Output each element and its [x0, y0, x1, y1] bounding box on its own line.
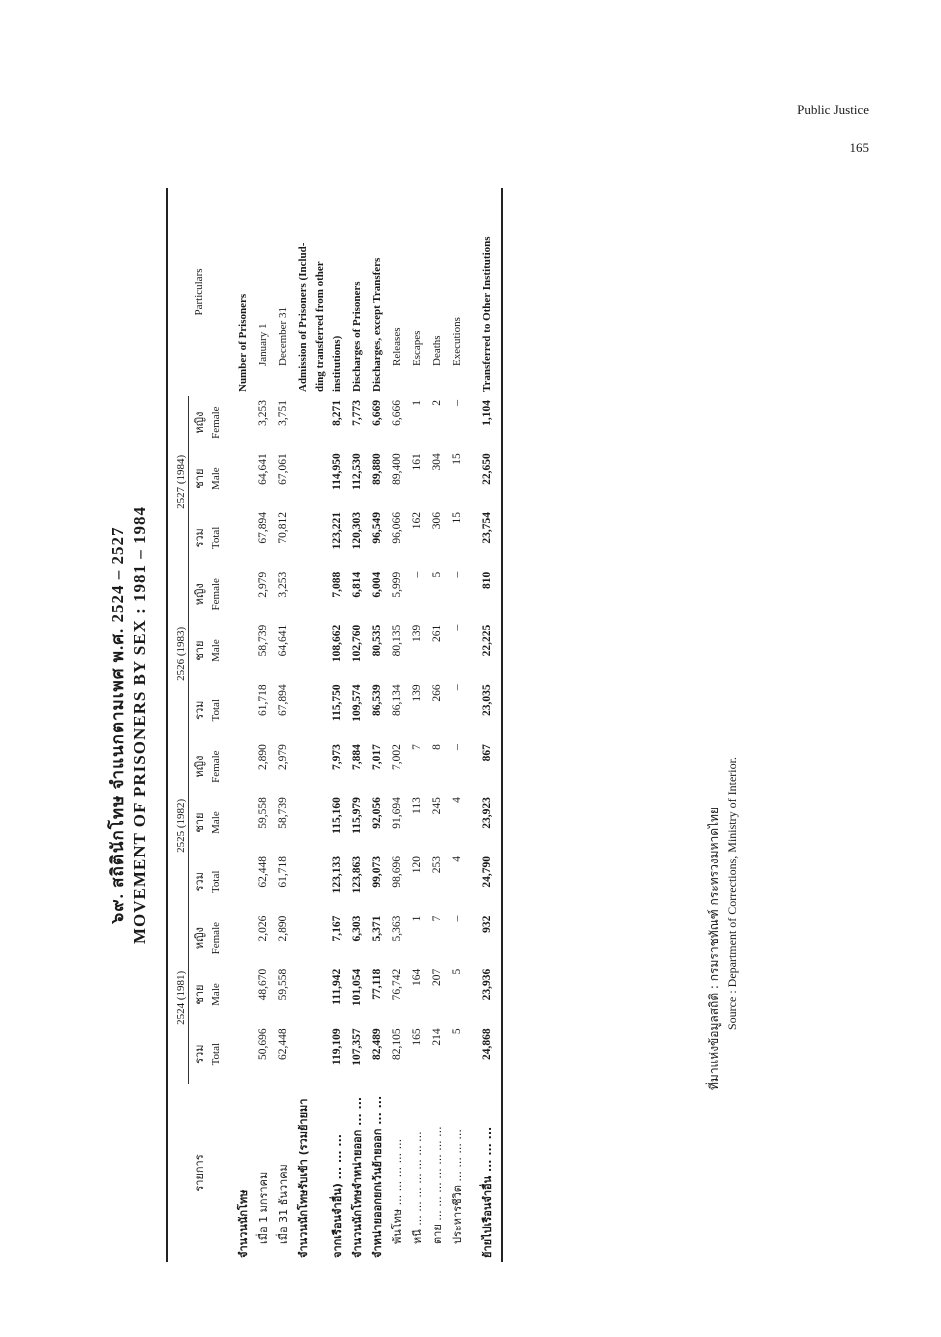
value-cell: – — [451, 571, 463, 578]
value-cell — [233, 680, 253, 740]
sub-header-english: Female — [210, 921, 222, 955]
value-cell: 7,973 — [331, 744, 343, 770]
value-cell: 2,979 — [257, 571, 269, 598]
value-cell — [293, 508, 313, 568]
value-cell: 5 — [451, 1028, 463, 1035]
sub-header-thai: หญิง — [193, 755, 206, 778]
value-cell: 24,790 — [481, 855, 493, 888]
value-cell: – — [451, 400, 463, 406]
row-label-english: Discharges of Prisoners — [351, 281, 363, 392]
table-row — [367, 188, 387, 1262]
table-row — [253, 188, 273, 1262]
row-label-thai: จำนวนนักโทษ — [237, 1189, 250, 1258]
row-label-english: Number of Prisoners — [237, 293, 249, 392]
value-cell: 261 — [431, 624, 443, 643]
running-header: Public Justice — [797, 102, 869, 117]
value-cell: 89,880 — [371, 453, 383, 485]
value-cell: – — [451, 915, 463, 922]
value-cell: 214 — [431, 1028, 443, 1046]
value-cell — [313, 396, 327, 449]
value-cell: 810 — [481, 571, 493, 589]
value-cell: 123,133 — [331, 855, 343, 894]
value-cell: 6,814 — [351, 571, 363, 598]
value-cell: 113 — [411, 797, 423, 814]
value-cell: 6,669 — [371, 400, 383, 426]
value-cell: 102,760 — [351, 624, 363, 663]
value-cell: 15 — [451, 453, 463, 465]
value-cell: 50,696 — [257, 1028, 269, 1060]
value-cell: 2,890 — [257, 744, 269, 770]
value-cell: 59,558 — [277, 968, 289, 1001]
value-cell — [233, 396, 253, 449]
value-cell: 80,535 — [371, 624, 383, 657]
value-cell — [313, 568, 327, 621]
value-cell: 2,026 — [257, 915, 269, 942]
value-cell: 2 — [431, 400, 443, 406]
value-cell: 115,160 — [331, 797, 343, 834]
table-row — [233, 188, 253, 1262]
value-cell: 58,739 — [277, 797, 289, 829]
value-cell — [233, 965, 253, 1025]
rotated-table-frame — [100, 180, 760, 1270]
value-cell: 4 — [451, 855, 463, 862]
sub-header-thai: รวม — [193, 700, 206, 720]
row-label-thai: จำหน่ายออกยกเว้นย้ายออก ... ... — [371, 1095, 384, 1258]
table-row — [447, 188, 467, 1262]
value-cell: 1 — [411, 400, 423, 406]
sub-header-english: Total — [210, 1042, 222, 1066]
value-cell — [293, 680, 313, 740]
value-cell — [293, 621, 313, 681]
value-cell — [233, 912, 253, 965]
value-cell: 82,105 — [391, 1028, 403, 1060]
value-cell: 67,894 — [257, 512, 269, 544]
value-cell — [313, 680, 327, 740]
value-cell: 120,303 — [351, 512, 363, 550]
row-label-thai: เมื่อ 31 ธันวาคม — [277, 1164, 290, 1244]
value-cell — [293, 449, 313, 508]
value-cell — [233, 508, 253, 568]
row-label-thai: ย้ายไปเรือนจำอื่น ... ... ... — [481, 1126, 494, 1258]
value-cell — [293, 396, 313, 449]
value-cell: 98,696 — [391, 855, 403, 888]
value-cell: 114,950 — [331, 453, 343, 490]
table-body — [223, 188, 502, 1262]
table-row — [427, 188, 447, 1262]
sub-header-thai: ชาย — [193, 984, 206, 1005]
value-cell: 5,363 — [391, 915, 403, 942]
value-cell — [313, 449, 327, 508]
value-cell: 23,754 — [481, 512, 493, 544]
value-cell: 108,662 — [331, 624, 343, 663]
value-cell: – — [451, 624, 463, 631]
value-cell — [313, 1024, 327, 1084]
value-cell — [233, 449, 253, 508]
row-label-english: Executions — [451, 317, 463, 366]
value-cell: 3,253 — [277, 571, 289, 598]
row-label-thai: ตาย ... ... ... ... ... ... ... — [431, 1126, 444, 1244]
value-cell: 91,694 — [391, 797, 403, 829]
value-cell: 96,066 — [391, 512, 403, 544]
value-cell: 7 — [411, 744, 423, 750]
value-cell — [293, 740, 313, 793]
sub-header-english: Male — [210, 467, 222, 490]
row-label-thai: ประหารชีวิต ... ... ... ... — [451, 1129, 464, 1244]
prisoner-movement-table — [166, 188, 503, 1262]
row-label-english: Escapes — [411, 330, 423, 366]
title-english: MOVEMENT OF PRISONERS BY SEX : 1981 – 1984 — [130, 505, 149, 945]
value-cell: 67,894 — [277, 684, 289, 717]
value-cell: 266 — [431, 684, 443, 702]
value-cell: 109,574 — [351, 684, 363, 722]
sub-header-english: Male — [210, 639, 222, 662]
value-cell: 932 — [481, 915, 493, 933]
source-thai: ที่มาแห่งข้อมูลสถิติ : กรมราชทัณฑ์ กระทรวงมหาดไทย — [707, 807, 721, 1090]
value-cell: 77,118 — [371, 968, 383, 1000]
value-cell: 76,742 — [391, 968, 403, 1001]
value-cell — [293, 1024, 313, 1084]
sub-header-english: Male — [210, 811, 222, 834]
sub-header-thai: รวม — [193, 528, 206, 548]
sub-header-english: Female — [210, 578, 222, 611]
value-cell — [293, 965, 313, 1025]
value-cell: 96,549 — [371, 512, 383, 544]
value-cell: 5,371 — [371, 915, 383, 942]
value-cell: 115,750 — [331, 684, 343, 722]
value-cell: 64,641 — [257, 453, 269, 485]
value-cell: 23,936 — [481, 968, 493, 1001]
value-cell — [233, 852, 253, 912]
value-cell: 6,004 — [371, 571, 383, 598]
value-cell: 3,253 — [257, 400, 269, 426]
value-cell: – — [411, 571, 423, 578]
value-cell: 8 — [431, 744, 443, 750]
table-row — [273, 188, 293, 1262]
row-label-english: ding transferred from other — [314, 261, 326, 392]
value-cell — [293, 852, 313, 912]
sub-header-thai: ชาย — [193, 468, 206, 489]
value-cell — [313, 793, 327, 852]
page-number: 165 — [849, 140, 869, 155]
value-cell: 7,088 — [331, 571, 343, 598]
value-cell — [313, 740, 327, 793]
value-cell: 165 — [411, 1028, 423, 1046]
value-cell: 164 — [411, 968, 423, 986]
table-row — [293, 188, 313, 1262]
row-label-thai: จำนวนนักโทษรับเข้า (รวมย้ายมา — [297, 1098, 310, 1258]
value-cell — [233, 793, 253, 852]
year-header-1983: 2526 (1983) — [174, 568, 189, 740]
value-cell: 24,868 — [481, 1028, 493, 1060]
source-english: Source : Department of Corrections, Ministry of Interior. — [725, 757, 739, 1030]
value-cell — [313, 508, 327, 568]
value-cell: 80,135 — [391, 624, 403, 657]
row-label-english: Transferred to Other Institutions — [481, 236, 493, 392]
value-cell: 161 — [411, 453, 423, 471]
value-cell — [233, 740, 253, 793]
value-cell: 23,035 — [481, 684, 493, 717]
value-cell: 139 — [411, 624, 423, 643]
value-cell: 1,104 — [481, 400, 493, 426]
value-cell: 1 — [411, 915, 423, 922]
row-label-thai: จำนวนนักโทษจำหน่ายออก ... ... — [351, 1096, 364, 1258]
sub-header-english: Total — [210, 526, 222, 550]
row-label-thai: เมื่อ 1 มกราคม — [257, 1171, 270, 1244]
value-cell: 867 — [481, 744, 493, 762]
rotated-content — [100, 180, 760, 1270]
value-cell: 115,979 — [351, 797, 363, 834]
sub-header-english: Total — [210, 699, 222, 722]
year-header-1984: 2527 (1984) — [174, 396, 189, 568]
value-cell: 3,751 — [277, 400, 289, 426]
value-cell: 22,225 — [481, 624, 493, 657]
value-cell: 92,056 — [371, 797, 383, 829]
value-cell: 61,718 — [277, 855, 289, 888]
value-cell — [233, 1024, 253, 1084]
row-label-english: January 1 — [257, 323, 269, 366]
value-cell: 5 — [451, 968, 463, 975]
value-cell: 304 — [431, 453, 443, 471]
sub-header-thai: หญิง — [193, 583, 206, 606]
table-row — [327, 188, 347, 1262]
table-row — [407, 188, 427, 1262]
value-cell: – — [451, 744, 463, 750]
table-row — [477, 188, 497, 1262]
value-cell: 86,134 — [391, 684, 403, 717]
row-label-thai: จากเรือนจำอื่น) ... ... ... — [331, 1134, 344, 1258]
value-cell: 8,271 — [331, 400, 343, 426]
sub-header-english: Female — [210, 750, 222, 783]
value-cell: 6,303 — [351, 915, 363, 942]
value-cell: 4 — [451, 797, 463, 803]
row-label-english: Discharges, except Transfers — [371, 257, 383, 392]
value-cell: 207 — [431, 968, 443, 986]
sub-header-english: Total — [210, 870, 222, 894]
sub-header-thai: หญิง — [193, 411, 206, 434]
value-cell — [233, 621, 253, 681]
value-cell: 5 — [431, 571, 443, 578]
value-cell: 2,890 — [277, 915, 289, 942]
sub-header-english: Female — [210, 406, 222, 439]
value-cell: 6,666 — [391, 400, 403, 426]
value-cell: 7,167 — [331, 915, 343, 942]
value-cell: 99,073 — [371, 855, 383, 888]
value-cell: 253 — [431, 855, 443, 874]
value-cell: 22,650 — [481, 453, 493, 485]
value-cell: 64,641 — [277, 624, 289, 657]
value-cell — [313, 621, 327, 681]
sub-header-english: Male — [210, 983, 222, 1006]
value-cell — [313, 852, 327, 912]
table-row — [387, 188, 407, 1262]
value-cell: 123,863 — [351, 855, 363, 894]
value-cell: 7,884 — [351, 744, 363, 770]
value-cell: – — [451, 684, 463, 691]
row-label-english: Deaths — [431, 335, 443, 366]
value-cell: 101,054 — [351, 968, 363, 1007]
title-thai: ๖๙. สถิตินักโทษ จำแนกตามเพศ พ.ศ. 2524 – 2527 — [108, 526, 127, 924]
value-cell: 162 — [411, 512, 423, 530]
row-label-thai: หนี ... ... ... ... ... ... ... — [411, 1131, 424, 1244]
value-cell: 119,109 — [331, 1028, 343, 1066]
value-cell: 70,812 — [277, 512, 289, 544]
value-cell — [313, 965, 327, 1025]
value-cell: 7,017 — [371, 744, 383, 770]
value-cell: 123,221 — [331, 512, 343, 550]
row-label-english: Admission of Prisoners (Includ- — [297, 242, 309, 392]
row-label-thai: พ้นโทษ ... ... ... ... ... — [391, 1138, 404, 1244]
value-cell: 7 — [431, 915, 443, 922]
sub-header-thai: รวม — [193, 1044, 206, 1064]
table-row — [313, 188, 327, 1262]
value-cell: 112,530 — [351, 453, 363, 490]
year-header-1982: 2525 (1982) — [174, 740, 189, 912]
value-cell — [313, 912, 327, 965]
value-cell: 59,558 — [257, 797, 269, 829]
value-cell: 62,448 — [277, 1028, 289, 1060]
value-cell: 139 — [411, 684, 423, 702]
value-cell: 89,400 — [391, 453, 403, 485]
table-row — [347, 188, 367, 1262]
value-cell: 120 — [411, 855, 423, 874]
row-label-english: institutions) — [331, 335, 343, 392]
sub-header-thai: ชาย — [193, 640, 206, 661]
value-cell: 111,942 — [331, 968, 343, 1005]
row-label-english: Releases — [391, 327, 403, 366]
value-cell: 67,061 — [277, 453, 289, 485]
value-cell: 107,357 — [351, 1028, 363, 1066]
year-header-1981: 2524 (1981) — [174, 912, 189, 1084]
row-label-thai — [313, 1084, 327, 1262]
value-cell: 2,979 — [277, 744, 289, 770]
row-label-english: December 31 — [277, 307, 289, 366]
value-cell: 61,718 — [257, 684, 269, 717]
value-cell — [293, 912, 313, 965]
value-cell: 86,539 — [371, 684, 383, 717]
value-cell: 48,670 — [257, 968, 269, 1001]
value-cell: 5,999 — [391, 571, 403, 598]
sub-header-thai: รวม — [193, 872, 206, 892]
value-cell: 7,773 — [351, 400, 363, 426]
value-cell: 7,002 — [391, 744, 403, 770]
value-cell: 15 — [451, 512, 463, 524]
column-header-thai: รายการ — [192, 1154, 206, 1192]
value-cell — [233, 568, 253, 621]
value-cell: 62,448 — [257, 855, 269, 888]
value-cell: 82,489 — [371, 1028, 383, 1060]
sub-header-thai: ชาย — [193, 812, 206, 833]
value-cell: 306 — [431, 512, 443, 530]
value-cell — [293, 793, 313, 852]
sub-header-thai: หญิง — [193, 927, 206, 950]
value-cell — [293, 568, 313, 621]
value-cell: 23,923 — [481, 797, 493, 829]
value-cell: 58,739 — [257, 624, 269, 657]
value-cell: 245 — [431, 797, 443, 815]
column-header-particulars: Particulars — [192, 268, 205, 316]
